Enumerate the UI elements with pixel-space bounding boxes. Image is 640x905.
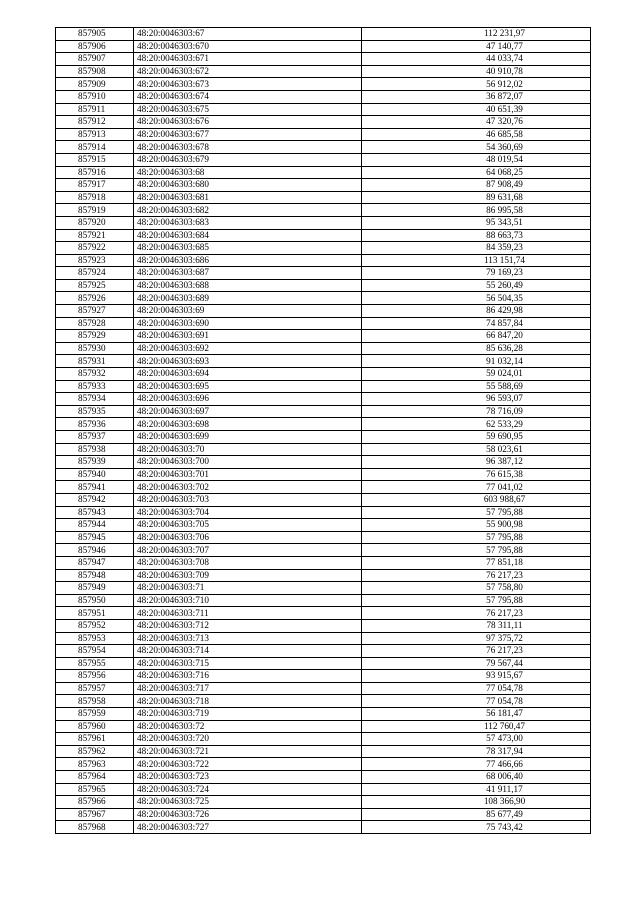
row-number-cell: 857929 [56, 330, 134, 343]
cadastral-number-cell: 48:20:0046303:707 [134, 544, 362, 557]
cadastral-number-cell: 48:20:0046303:701 [134, 468, 362, 481]
table-row [56, 65, 591, 78]
table-row [56, 267, 591, 280]
row-number-cell: 857921 [56, 229, 134, 242]
table-row [56, 141, 591, 154]
table-row [56, 544, 591, 557]
value-cell: 59 024,01 [362, 368, 591, 381]
cadastral-number-cell: 48:20:0046303:704 [134, 506, 362, 519]
row-number-cell: 857960 [56, 720, 134, 733]
table-row [56, 594, 591, 607]
cadastral-number-cell: 48:20:0046303:68 [134, 166, 362, 179]
cadastral-number-cell: 48:20:0046303:676 [134, 116, 362, 129]
row-number-cell: 857909 [56, 78, 134, 91]
row-number-cell: 857965 [56, 783, 134, 796]
cadastral-number-cell: 48:20:0046303:692 [134, 342, 362, 355]
cadastral-number-cell: 48:20:0046303:724 [134, 783, 362, 796]
value-cell: 54 360,69 [362, 141, 591, 154]
value-cell: 96 593,07 [362, 393, 591, 406]
cadastral-number-cell: 48:20:0046303:695 [134, 380, 362, 393]
row-number-cell: 857949 [56, 582, 134, 595]
table-row [56, 531, 591, 544]
cadastral-number-cell: 48:20:0046303:680 [134, 179, 362, 192]
cadastral-number-cell: 48:20:0046303:725 [134, 796, 362, 809]
row-number-cell: 857964 [56, 771, 134, 784]
row-number-cell: 857922 [56, 242, 134, 255]
row-number-cell: 857956 [56, 670, 134, 683]
value-cell: 76 217,23 [362, 645, 591, 658]
cadastral-number-cell: 48:20:0046303:681 [134, 191, 362, 204]
cadastral-number-cell: 48:20:0046303:711 [134, 607, 362, 620]
row-number-cell: 857961 [56, 733, 134, 746]
row-number-cell: 857962 [56, 745, 134, 758]
row-number-cell: 857963 [56, 758, 134, 771]
cadastral-number-cell: 48:20:0046303:688 [134, 279, 362, 292]
cadastral-number-cell: 48:20:0046303:709 [134, 569, 362, 582]
table-row [56, 607, 591, 620]
cadastral-number-cell: 48:20:0046303:700 [134, 456, 362, 469]
table-row [56, 116, 591, 129]
table-row [56, 368, 591, 381]
cadastral-number-cell: 48:20:0046303:70 [134, 443, 362, 456]
table-row [56, 191, 591, 204]
value-cell: 91 032,14 [362, 355, 591, 368]
value-cell: 89 631,68 [362, 191, 591, 204]
table-row [56, 456, 591, 469]
table-row [56, 493, 591, 506]
value-cell: 62 533,29 [362, 418, 591, 431]
table-row [56, 645, 591, 658]
table-row [56, 468, 591, 481]
row-number-cell: 857942 [56, 493, 134, 506]
row-number-cell: 857932 [56, 368, 134, 381]
value-cell: 57 795,88 [362, 506, 591, 519]
row-number-cell: 857968 [56, 821, 134, 834]
table-row [56, 556, 591, 569]
table-row [56, 342, 591, 355]
value-cell: 46 685,58 [362, 128, 591, 141]
cadastral-number-cell: 48:20:0046303:682 [134, 204, 362, 217]
row-number-cell: 857905 [56, 28, 134, 41]
row-number-cell: 857926 [56, 292, 134, 305]
row-number-cell: 857907 [56, 53, 134, 66]
value-cell: 57 795,88 [362, 544, 591, 557]
value-cell: 78 716,09 [362, 405, 591, 418]
cadastral-number-cell: 48:20:0046303:684 [134, 229, 362, 242]
row-number-cell: 857933 [56, 380, 134, 393]
row-number-cell: 857953 [56, 632, 134, 645]
table-row [56, 745, 591, 758]
row-number-cell: 857934 [56, 393, 134, 406]
cadastral-number-cell: 48:20:0046303:71 [134, 582, 362, 595]
table-row [56, 254, 591, 267]
cadastral-number-cell: 48:20:0046303:694 [134, 368, 362, 381]
value-cell: 112 231,97 [362, 28, 591, 41]
table-row [56, 506, 591, 519]
table-row [56, 53, 591, 66]
row-number-cell: 857908 [56, 65, 134, 78]
value-cell: 44 033,74 [362, 53, 591, 66]
table-row [56, 229, 591, 242]
cadastral-number-cell: 48:20:0046303:671 [134, 53, 362, 66]
table-row [56, 519, 591, 532]
cadastral-number-cell: 48:20:0046303:69 [134, 305, 362, 318]
value-cell: 113 151,74 [362, 254, 591, 267]
table-row [56, 733, 591, 746]
table-row [56, 216, 591, 229]
table-row [56, 582, 591, 595]
row-number-cell: 857920 [56, 216, 134, 229]
cadastral-number-cell: 48:20:0046303:706 [134, 531, 362, 544]
table-row [56, 708, 591, 721]
row-number-cell: 857948 [56, 569, 134, 582]
row-number-cell: 857912 [56, 116, 134, 129]
table-row [56, 405, 591, 418]
table-row [56, 179, 591, 192]
value-cell: 56 504,35 [362, 292, 591, 305]
value-cell: 56 912,02 [362, 78, 591, 91]
table-row [56, 443, 591, 456]
value-cell: 78 311,11 [362, 619, 591, 632]
value-cell: 87 908,49 [362, 179, 591, 192]
value-cell: 95 343,51 [362, 216, 591, 229]
table-row [56, 292, 591, 305]
value-cell: 108 366,90 [362, 796, 591, 809]
value-cell: 76 217,23 [362, 607, 591, 620]
value-cell: 40 910,78 [362, 65, 591, 78]
cadastral-number-cell: 48:20:0046303:727 [134, 821, 362, 834]
value-cell: 86 429,98 [362, 305, 591, 318]
row-number-cell: 857925 [56, 279, 134, 292]
value-cell: 97 375,72 [362, 632, 591, 645]
value-cell: 64 068,25 [362, 166, 591, 179]
table-row [56, 632, 591, 645]
cadastral-number-cell: 48:20:0046303:699 [134, 431, 362, 444]
cadastral-value-table [55, 27, 591, 834]
value-cell: 75 743,42 [362, 821, 591, 834]
cadastral-number-cell: 48:20:0046303:672 [134, 65, 362, 78]
row-number-cell: 857959 [56, 708, 134, 721]
cadastral-number-cell: 48:20:0046303:720 [134, 733, 362, 746]
cadastral-number-cell: 48:20:0046303:72 [134, 720, 362, 733]
value-cell: 40 651,39 [362, 103, 591, 116]
cadastral-number-cell: 48:20:0046303:679 [134, 153, 362, 166]
row-number-cell: 857910 [56, 90, 134, 103]
table-row [56, 279, 591, 292]
cadastral-number-cell: 48:20:0046303:710 [134, 594, 362, 607]
value-cell: 96 387,12 [362, 456, 591, 469]
cadastral-number-cell: 48:20:0046303:712 [134, 619, 362, 632]
table-row [56, 393, 591, 406]
cadastral-number-cell: 48:20:0046303:696 [134, 393, 362, 406]
table-body [56, 28, 591, 834]
cadastral-number-cell: 48:20:0046303:674 [134, 90, 362, 103]
value-cell: 77 054,78 [362, 682, 591, 695]
value-cell: 58 023,61 [362, 443, 591, 456]
value-cell: 79 567,44 [362, 657, 591, 670]
row-number-cell: 857955 [56, 657, 134, 670]
row-number-cell: 857958 [56, 695, 134, 708]
table-row [56, 28, 591, 41]
table-row [56, 821, 591, 834]
value-cell: 88 663,73 [362, 229, 591, 242]
row-number-cell: 857914 [56, 141, 134, 154]
cadastral-number-cell: 48:20:0046303:690 [134, 317, 362, 330]
row-number-cell: 857940 [56, 468, 134, 481]
value-cell: 56 181,47 [362, 708, 591, 721]
table-row [56, 103, 591, 116]
value-cell: 55 260,49 [362, 279, 591, 292]
value-cell: 57 473,00 [362, 733, 591, 746]
row-number-cell: 857927 [56, 305, 134, 318]
value-cell: 93 915,67 [362, 670, 591, 683]
row-number-cell: 857930 [56, 342, 134, 355]
cadastral-number-cell: 48:20:0046303:687 [134, 267, 362, 280]
value-cell: 603 988,67 [362, 493, 591, 506]
value-cell: 57 795,88 [362, 594, 591, 607]
cadastral-number-cell: 48:20:0046303:726 [134, 808, 362, 821]
value-cell: 66 847,20 [362, 330, 591, 343]
cadastral-number-cell: 48:20:0046303:713 [134, 632, 362, 645]
cadastral-number-cell: 48:20:0046303:670 [134, 40, 362, 53]
row-number-cell: 857967 [56, 808, 134, 821]
table-row [56, 619, 591, 632]
row-number-cell: 857966 [56, 796, 134, 809]
table-row [56, 78, 591, 91]
row-number-cell: 857906 [56, 40, 134, 53]
table-row [56, 758, 591, 771]
value-cell: 59 690,95 [362, 431, 591, 444]
row-number-cell: 857923 [56, 254, 134, 267]
table-row [56, 670, 591, 683]
table-row [56, 153, 591, 166]
value-cell: 77 041,02 [362, 481, 591, 494]
value-cell: 55 900,98 [362, 519, 591, 532]
value-cell: 74 857,84 [362, 317, 591, 330]
row-number-cell: 857931 [56, 355, 134, 368]
value-cell: 77 851,18 [362, 556, 591, 569]
cadastral-number-cell: 48:20:0046303:705 [134, 519, 362, 532]
row-number-cell: 857917 [56, 179, 134, 192]
table-row [56, 808, 591, 821]
cadastral-number-cell: 48:20:0046303:693 [134, 355, 362, 368]
value-cell: 68 006,40 [362, 771, 591, 784]
cadastral-number-cell: 48:20:0046303:675 [134, 103, 362, 116]
row-number-cell: 857938 [56, 443, 134, 456]
cadastral-number-cell: 48:20:0046303:673 [134, 78, 362, 91]
row-number-cell: 857946 [56, 544, 134, 557]
row-number-cell: 857937 [56, 431, 134, 444]
cadastral-number-cell: 48:20:0046303:721 [134, 745, 362, 758]
value-cell: 48 019,54 [362, 153, 591, 166]
cadastral-number-cell: 48:20:0046303:677 [134, 128, 362, 141]
row-number-cell: 857918 [56, 191, 134, 204]
value-cell: 112 760,47 [362, 720, 591, 733]
table-row [56, 90, 591, 103]
value-cell: 55 588,69 [362, 380, 591, 393]
row-number-cell: 857915 [56, 153, 134, 166]
value-cell: 76 615,38 [362, 468, 591, 481]
value-cell: 85 636,28 [362, 342, 591, 355]
cadastral-number-cell: 48:20:0046303:708 [134, 556, 362, 569]
value-cell: 41 911,17 [362, 783, 591, 796]
row-number-cell: 857911 [56, 103, 134, 116]
row-number-cell: 857939 [56, 456, 134, 469]
row-number-cell: 857916 [56, 166, 134, 179]
row-number-cell: 857954 [56, 645, 134, 658]
cadastral-number-cell: 48:20:0046303:718 [134, 695, 362, 708]
cadastral-number-cell: 48:20:0046303:715 [134, 657, 362, 670]
table-row [56, 128, 591, 141]
row-number-cell: 857945 [56, 531, 134, 544]
cadastral-number-cell: 48:20:0046303:702 [134, 481, 362, 494]
value-cell: 86 995,58 [362, 204, 591, 217]
table-row [56, 242, 591, 255]
cadastral-number-cell: 48:20:0046303:678 [134, 141, 362, 154]
cadastral-number-cell: 48:20:0046303:717 [134, 682, 362, 695]
value-cell: 79 169,23 [362, 267, 591, 280]
table-row [56, 380, 591, 393]
table-row [56, 317, 591, 330]
row-number-cell: 857947 [56, 556, 134, 569]
table-row [56, 796, 591, 809]
table-row [56, 569, 591, 582]
cadastral-number-cell: 48:20:0046303:67 [134, 28, 362, 41]
table-row [56, 355, 591, 368]
value-cell: 84 359,23 [362, 242, 591, 255]
table-row [56, 720, 591, 733]
cadastral-number-cell: 48:20:0046303:714 [134, 645, 362, 658]
table-row [56, 40, 591, 53]
value-cell: 77 466,66 [362, 758, 591, 771]
row-number-cell: 857951 [56, 607, 134, 620]
row-number-cell: 857950 [56, 594, 134, 607]
row-number-cell: 857928 [56, 317, 134, 330]
table-row [56, 783, 591, 796]
value-cell: 47 140,77 [362, 40, 591, 53]
table-row [56, 771, 591, 784]
row-number-cell: 857936 [56, 418, 134, 431]
value-cell: 77 054,78 [362, 695, 591, 708]
row-number-cell: 857943 [56, 506, 134, 519]
cadastral-number-cell: 48:20:0046303:686 [134, 254, 362, 267]
value-cell: 47 320,76 [362, 116, 591, 129]
row-number-cell: 857944 [56, 519, 134, 532]
table-row [56, 682, 591, 695]
table-row [56, 418, 591, 431]
cadastral-number-cell: 48:20:0046303:691 [134, 330, 362, 343]
cadastral-number-cell: 48:20:0046303:697 [134, 405, 362, 418]
row-number-cell: 857952 [56, 619, 134, 632]
table-row [56, 330, 591, 343]
cadastral-number-cell: 48:20:0046303:703 [134, 493, 362, 506]
row-number-cell: 857924 [56, 267, 134, 280]
table-row [56, 204, 591, 217]
value-cell: 57 758,80 [362, 582, 591, 595]
cadastral-number-cell: 48:20:0046303:698 [134, 418, 362, 431]
row-number-cell: 857935 [56, 405, 134, 418]
row-number-cell: 857957 [56, 682, 134, 695]
cadastral-number-cell: 48:20:0046303:685 [134, 242, 362, 255]
cadastral-number-cell: 48:20:0046303:683 [134, 216, 362, 229]
value-cell: 36 872,07 [362, 90, 591, 103]
value-cell: 85 677,49 [362, 808, 591, 821]
table-row [56, 166, 591, 179]
cadastral-number-cell: 48:20:0046303:722 [134, 758, 362, 771]
cadastral-number-cell: 48:20:0046303:689 [134, 292, 362, 305]
row-number-cell: 857919 [56, 204, 134, 217]
value-cell: 76 217,23 [362, 569, 591, 582]
table-row [56, 305, 591, 318]
row-number-cell: 857941 [56, 481, 134, 494]
row-number-cell: 857913 [56, 128, 134, 141]
table-row [56, 695, 591, 708]
value-cell: 78 317,94 [362, 745, 591, 758]
cadastral-number-cell: 48:20:0046303:719 [134, 708, 362, 721]
table-row [56, 431, 591, 444]
table-row [56, 481, 591, 494]
cadastral-number-cell: 48:20:0046303:723 [134, 771, 362, 784]
table-row [56, 657, 591, 670]
value-cell: 57 795,88 [362, 531, 591, 544]
cadastral-number-cell: 48:20:0046303:716 [134, 670, 362, 683]
